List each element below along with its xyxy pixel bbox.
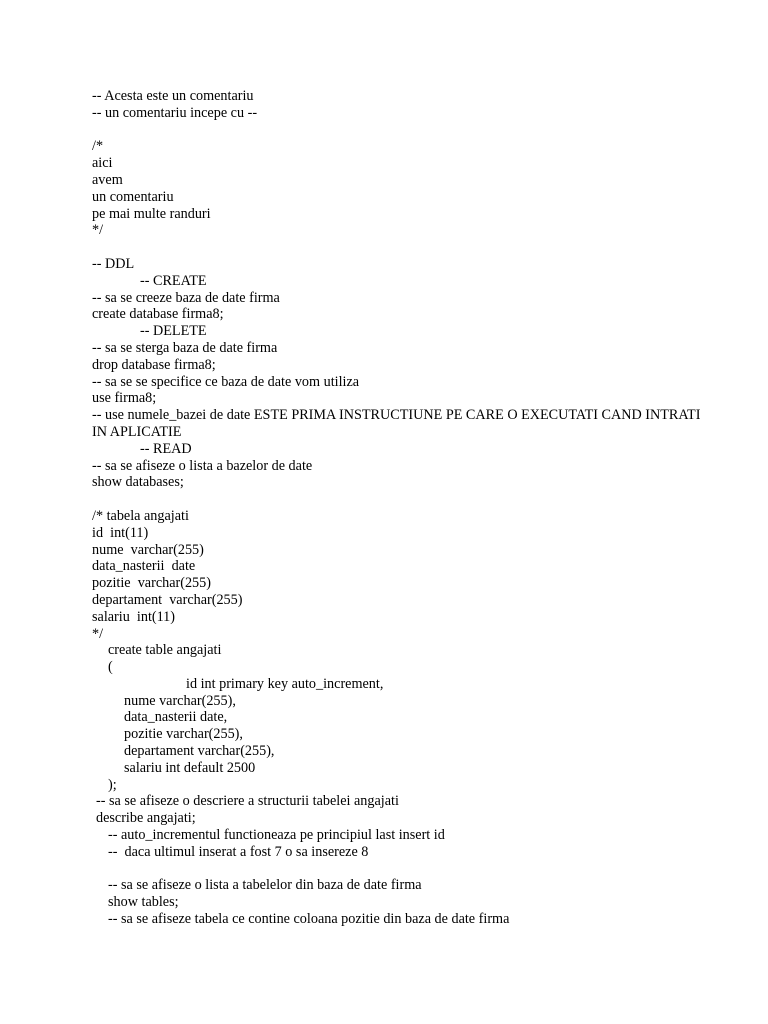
text-line: -- sa se se specifice ce baza de date vom utiliza xyxy=(92,373,360,390)
text-line: departament varchar(255) xyxy=(92,591,243,608)
text-line: show tables; xyxy=(108,894,179,911)
text-line: -- READ xyxy=(140,440,192,457)
text-line: -- sa se creeze baza de date firma xyxy=(92,289,280,306)
blank-line xyxy=(92,861,712,878)
text-line: describe angajati; xyxy=(96,810,196,827)
text-line: /* tabela angajati xyxy=(92,507,189,524)
text-line: pozitie varchar(255) xyxy=(92,575,211,592)
text-line: drop database firma8; xyxy=(92,356,216,373)
text-line: -- DELETE xyxy=(140,323,207,340)
text-line: pozitie varchar(255), xyxy=(124,726,243,743)
text-line: -- sa se afiseze tabela ce contine coloana pozitie din baza de date firma xyxy=(108,911,510,928)
text-line: -- Acesta este un comentariu xyxy=(92,88,254,104)
text-line: ); xyxy=(108,776,117,793)
text-line: -- CREATE xyxy=(140,272,207,289)
text-line: -- sa se afiseze o lista a bazelor de date xyxy=(92,457,313,474)
text-line: salariu int(11) xyxy=(92,608,175,625)
text-line: -- daca ultimul inserat a fost 7 o sa insereze 8 xyxy=(108,843,369,860)
text-line: */ xyxy=(92,222,104,239)
text-line: nume varchar(255), xyxy=(124,692,236,709)
text-line: -- sa se afiseze o descriere a structurii tabelei angajati xyxy=(96,793,399,810)
text-line: data_nasterii date xyxy=(92,558,196,575)
blank-line xyxy=(92,122,712,139)
text-line: salariu int default 2500 xyxy=(124,759,256,776)
text-line: -- sa se afiseze o lista a tabelelor din baza de date firma xyxy=(108,877,422,894)
text-line: aici xyxy=(92,155,113,172)
text-line: pe mai multe randuri xyxy=(92,205,211,222)
text-line: data_nasterii date, xyxy=(124,709,228,726)
text-line: create database firma8; xyxy=(92,306,224,323)
text-line: -- auto_incrementul functioneaza pe principiul last insert id xyxy=(108,827,445,844)
text-line: -- un comentariu incepe cu -- xyxy=(92,104,258,121)
text-line: /* xyxy=(92,138,104,155)
text-line: */ xyxy=(92,625,104,642)
text-line: avem xyxy=(92,171,123,188)
blank-line xyxy=(92,491,712,508)
text-line: un comentariu xyxy=(92,188,174,205)
text-line: ( xyxy=(108,659,113,676)
text-line: create table angajati xyxy=(108,642,222,659)
text-line: nume varchar(255) xyxy=(92,541,204,558)
text-line: show databases; xyxy=(92,474,184,491)
text-line: -- sa se sterga baza de date firma xyxy=(92,339,278,356)
text-line: -- use numele_bazei de date ESTE PRIMA INSTRUCTIUNE PE CARE O EXECUTATI CAND INTRATI IN APLICATIE xyxy=(92,407,701,440)
text-line: id int primary key auto_increment, xyxy=(186,675,384,692)
document-body xyxy=(92,88,712,928)
text-line: departament varchar(255), xyxy=(124,743,275,760)
text-line: -- DDL xyxy=(92,255,135,272)
blank-line xyxy=(92,239,712,256)
text-line: use firma8; xyxy=(92,390,157,407)
text-line: id int(11) xyxy=(92,524,149,541)
